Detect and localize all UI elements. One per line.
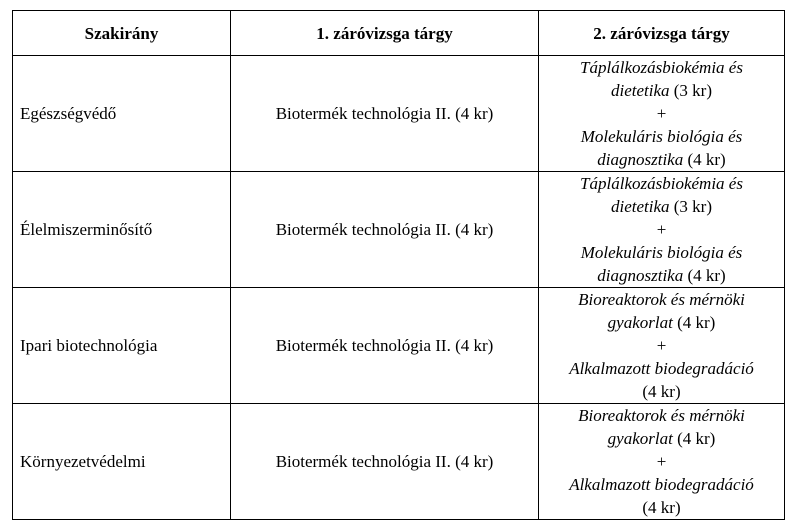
subject-a-credits: (4 kr) [672, 313, 716, 332]
subject-a-credits: (3 kr) [669, 197, 712, 216]
subject-b-line2 [539, 264, 784, 287]
subject-a-line1: Táplálkozásbiokémia és [580, 58, 743, 77]
table-row [13, 172, 785, 288]
subject-a-line1: Táplálkozásbiokémia és [580, 174, 743, 193]
specialization-name: Környezetvédelmi [13, 404, 231, 520]
subject-a-line2-title: gyakorlat [607, 429, 673, 448]
subject-b-line1: Molekuláris biológia és [580, 127, 743, 146]
second-exam-subjects [539, 288, 785, 404]
subject-b-credits: (4 kr) [683, 150, 726, 169]
plus-sign: + [656, 452, 667, 471]
first-exam-subject: Biotermék technológia II. (4 kr) [231, 56, 539, 172]
subject-b-line2 [539, 148, 784, 171]
specialization-name: Egészségvédő [13, 56, 231, 172]
subject-b-credits: (4 kr) [683, 266, 726, 285]
exam-subjects-table [12, 10, 785, 520]
header-first-exam-subject: 1. záróvizsga tárgy [231, 11, 539, 56]
first-exam-subject: Biotermék technológia II. (4 kr) [231, 172, 539, 288]
subject-b-line2-title: diagnosztika [597, 266, 684, 285]
subject-b-credits: (4 kr) [642, 498, 681, 517]
subject-a-credits: (4 kr) [672, 429, 716, 448]
header-specialization: Szakirány [13, 11, 231, 56]
plus-sign: + [656, 220, 667, 239]
subject-b-line1: Alkalmazott biodegradáció [569, 359, 754, 378]
subject-b-line1: Molekuláris biológia és [580, 243, 743, 262]
table-row [13, 56, 785, 172]
plus-sign: + [656, 104, 667, 123]
header-row [13, 11, 785, 56]
first-exam-subject: Biotermék technológia II. (4 kr) [231, 288, 539, 404]
subject-a-line2-title: dietetika [610, 81, 670, 100]
second-exam-subjects [539, 172, 785, 288]
header-second-exam-subject: 2. záróvizsga tárgy [539, 11, 785, 56]
subject-a-line2-title: gyakorlat [607, 313, 673, 332]
second-exam-subjects [539, 56, 785, 172]
specialization-name: Élelmiszerminősítő [13, 172, 231, 288]
second-exam-subjects [539, 404, 785, 520]
subject-b-line2 [539, 496, 784, 519]
subject-b-line1: Alkalmazott biodegradáció [569, 475, 754, 494]
first-exam-subject: Biotermék technológia II. (4 kr) [231, 404, 539, 520]
subject-a-line2 [539, 311, 784, 334]
subject-a-line1: Bioreaktorok és mérnöki [578, 406, 745, 425]
subject-a-line2 [539, 427, 784, 450]
subject-a-line1: Bioreaktorok és mérnöki [578, 290, 745, 309]
subject-a-line2 [539, 195, 784, 218]
table-row [13, 288, 785, 404]
specialization-name: Ipari biotechnológia [13, 288, 231, 404]
subject-b-line2 [539, 380, 784, 403]
subject-a-credits: (3 kr) [669, 81, 712, 100]
subject-a-line2 [539, 79, 784, 102]
table-row [13, 404, 785, 520]
subject-b-line2-title: diagnosztika [597, 150, 684, 169]
subject-b-credits: (4 kr) [642, 382, 681, 401]
plus-sign: + [656, 336, 667, 355]
subject-a-line2-title: dietetika [610, 197, 670, 216]
